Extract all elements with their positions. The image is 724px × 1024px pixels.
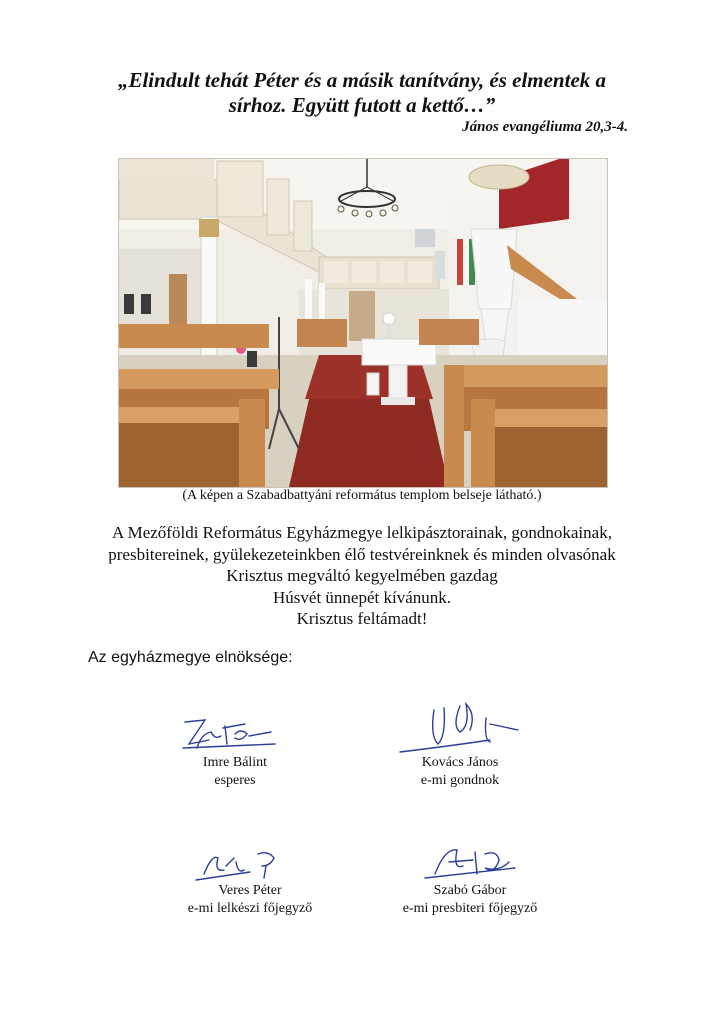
signatory-role: esperes — [214, 773, 256, 788]
greeting-line: A Mezőföldi Református Egyházmegye lelkipásztorainak, gondnokainak, — [112, 523, 612, 542]
quote-line-2: sírhoz. Együtt futott a kettő…” — [228, 93, 496, 117]
quote-reference: János evangéliuma 20,3-4. — [462, 119, 628, 135]
church-interior-photo — [118, 158, 608, 488]
signatory-role: e-mi lelkészi főjegyző — [187, 901, 313, 916]
signatory-name: Veres Péter — [218, 883, 282, 898]
signatory-role: e-mi presbiteri főjegyző — [402, 901, 538, 916]
signatory-kovacs-janos — [390, 700, 530, 790]
signed-by-label: Az egyházmegye elnöksége: — [88, 649, 293, 666]
greeting-line: presbitereinek, gyülekezeteinkben élő testvéreinknek és minden olvasónak — [108, 544, 616, 564]
signatory-role: e-mi gondnok — [420, 773, 500, 788]
quote-line-1: „Elindult tehát Péter és a másik tanítvány, és elmentek a — [117, 68, 607, 92]
signatory-szabo-gabor — [380, 844, 560, 918]
handwritten-signature — [390, 700, 530, 754]
signatory-name: Kovács János — [421, 755, 499, 770]
handwritten-signature — [190, 844, 310, 882]
bible-quote — [60, 68, 664, 118]
handwritten-signature — [175, 714, 295, 754]
easter-greeting — [40, 522, 684, 630]
signatory-imre-balint — [170, 714, 300, 790]
signatory-name: Imre Bálint — [202, 755, 268, 770]
signatory-veres-peter — [160, 844, 340, 918]
handwritten-signature — [405, 844, 535, 882]
greeting-line: Krisztus feltámadt! — [296, 609, 428, 628]
greeting-line: Krisztus megváltó kegyelmében gazdag — [226, 566, 498, 585]
greeting-line: Húsvét ünnepét kívánunk. — [273, 587, 451, 607]
signatory-name: Szabó Gábor — [433, 883, 507, 898]
photo-caption: (A képen a Szabadbattyáni református templom belseje látható.) — [182, 488, 542, 503]
